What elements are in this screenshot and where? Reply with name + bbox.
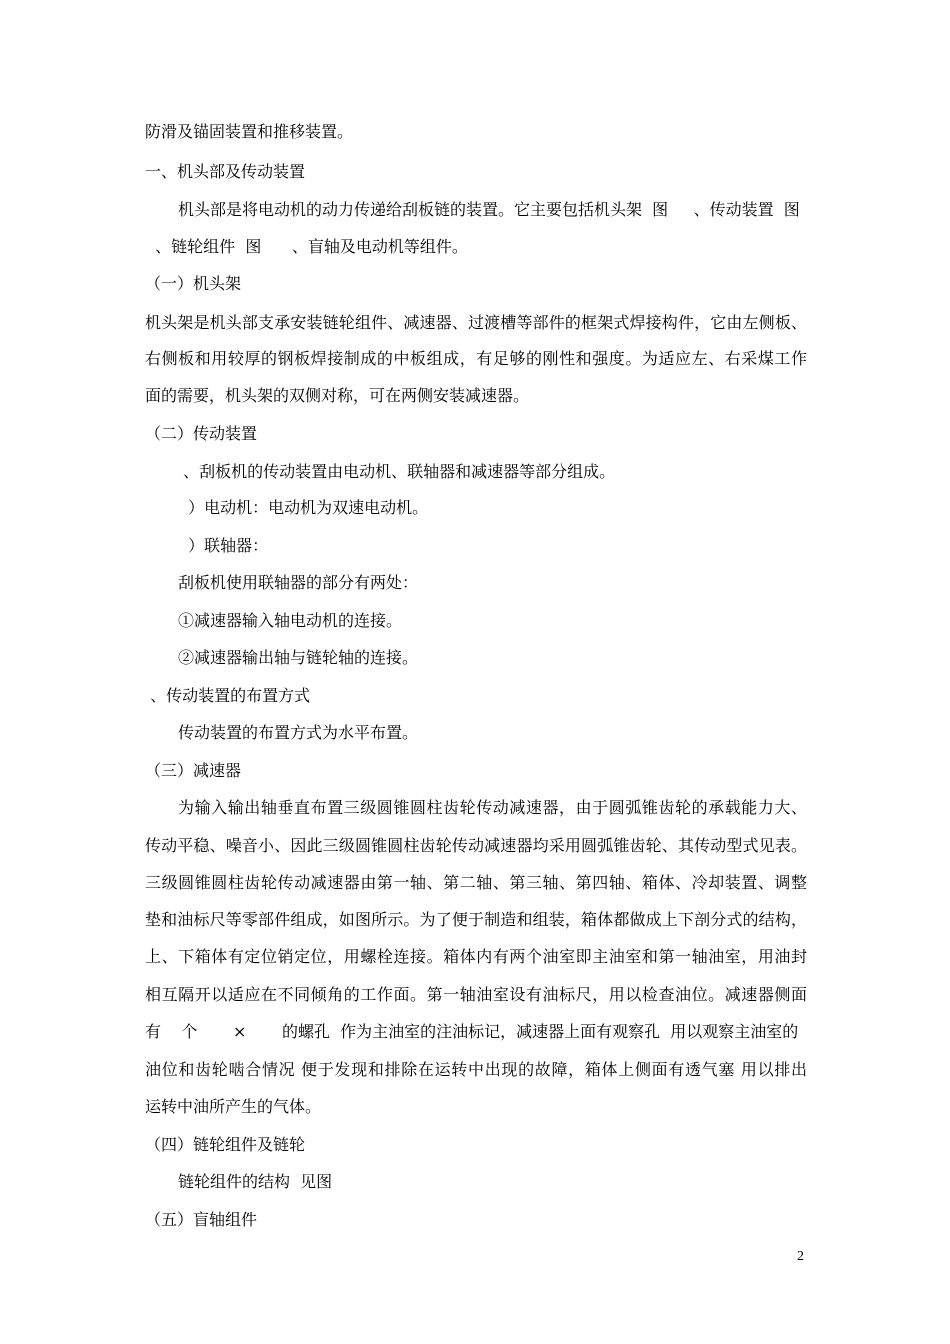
subsection-heading: （一）机头架	[145, 274, 242, 293]
subsection-heading: （五）盲轴组件	[145, 1210, 258, 1229]
text-line: 有 个 × 的螺孔 作为主油室的注油标记，减速器上面有观察孔 用以观察主油室的	[145, 1022, 799, 1041]
text-line: 垫和油标尺等零部件组成，如图所示。为了便于制造和组装，箱体都做成上下剖分式的结构，	[145, 910, 807, 929]
text-line: ）电动机：电动机为双速电动机。	[178, 498, 429, 517]
subsection-heading: （二）传动装置	[145, 424, 258, 443]
text-line: 面的需要，机头架的双侧对称，可在两侧安装减速器。	[145, 386, 530, 405]
section-heading: 一、机头部及传动装置	[145, 162, 306, 181]
text-line: 机头架是机头部支承安装链轮组件、减速器、过渡槽等部件的框架式焊接构件，它由左侧板、	[145, 313, 807, 332]
text-line: 为输入输出轴垂直布置三级圆锥圆柱齿轮传动减速器，由于圆弧锥齿轮的承载能力大、	[178, 798, 807, 817]
text-line: 刮板机使用联轴器的部分有两处：	[178, 573, 419, 592]
page-number: 2	[797, 1249, 804, 1264]
text-line: ①减速器输入轴电动机的连接。	[178, 611, 403, 630]
text-line: 相互隔开以适应在不同倾角的工作面。第一轴油室设有油标尺，用以检查油位。减速器侧面	[145, 985, 807, 1004]
text-line: 机头部是将电动机的动力传递给刮板链的装置。它主要包括机头架 图 、传动装置 图	[178, 200, 800, 219]
text-line: 、链轮组件 图 、盲轴及电动机等组件。	[145, 237, 468, 256]
text-line: 传动装置的布置方式为水平布置。	[178, 723, 419, 742]
text-line: 链轮组件的结构 见图	[178, 1172, 333, 1191]
subsection-heading: （三）减速器	[145, 761, 242, 780]
text-line: 、传动装置的布置方式	[145, 686, 311, 705]
text-line: 运转中油所产生的气体。	[145, 1097, 322, 1116]
text-line: ②减速器输出轴与链轮轴的连接。	[178, 648, 419, 667]
text-line: 油位和齿轮啮合情况 便于发现和排除在运转中出现的故障，箱体上侧面有透气塞 用以排出	[145, 1060, 807, 1079]
text-line: 传动平稳、噪音小、因此三级圆锥圆柱齿轮传动减速器均采用圆弧锥齿轮、其传动型式见表。	[145, 836, 807, 855]
text-line: ）联轴器：	[178, 536, 269, 555]
text-line: 上、下箱体有定位销定位，用螺栓连接。箱体内有两个油室即主油室和第一轴油室，用油封	[145, 947, 807, 966]
subsection-heading: （四）链轮组件及链轮	[145, 1135, 306, 1154]
text-line: 三级圆锥圆柱齿轮传动减速器由第一轴、第二轴、第三轴、第四轴、箱体、冷却装置、调整	[145, 873, 807, 892]
text-line: 、刮板机的传动装置由电动机、联轴器和减速器等部分组成。	[178, 462, 616, 481]
text-line: 防滑及锚固装置和推移装置。	[145, 122, 354, 141]
text-line: 右侧板和用较厚的钢板焊接制成的中板组成，有足够的刚性和强度。为适应左、右采煤工作	[145, 349, 807, 368]
